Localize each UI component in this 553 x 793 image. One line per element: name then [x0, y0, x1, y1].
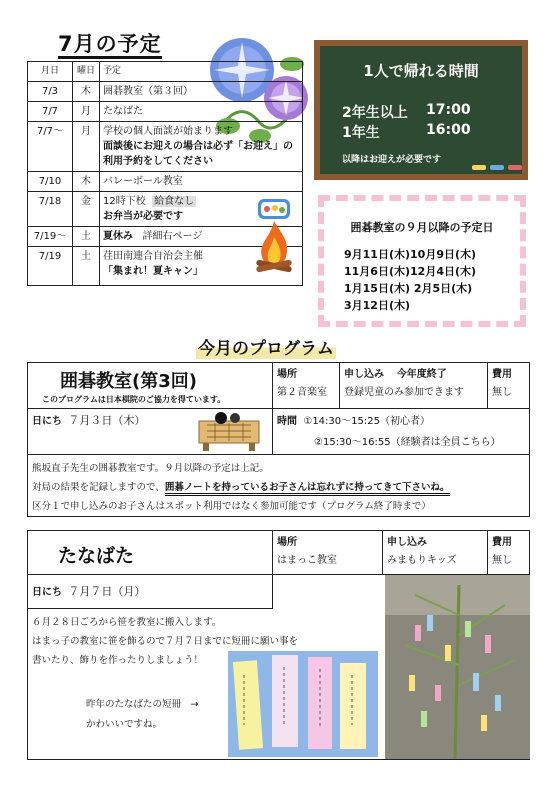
row-day: 月	[73, 122, 100, 172]
apply-value: 登録児童のみ参加できます	[344, 387, 464, 398]
apply-cell	[383, 531, 488, 575]
table-header-row	[28, 62, 303, 82]
date-value: ７月７日（月）	[68, 585, 146, 598]
row-day: 土	[73, 227, 100, 247]
header-day: 曜日	[73, 62, 100, 82]
place-value: はまっこ教室	[277, 555, 337, 566]
apply-value: みまもりキッズ	[387, 555, 457, 566]
board-row	[342, 122, 471, 142]
tanabata-title-cell	[28, 531, 273, 575]
row-plan: 囲碁教室（第３回）	[100, 82, 303, 102]
row-date: 7/7〜	[28, 122, 73, 172]
row-date: 7/10	[28, 172, 73, 192]
schedule-title: 7月の予定	[58, 28, 162, 58]
time-slot-2: ②15:30〜16:55（経験者は全員こちら）	[314, 437, 501, 448]
desc-line: 書いたり、飾りを作ったりしましょう！	[32, 655, 204, 666]
place-label: 場所	[277, 369, 297, 380]
chalk-yellow	[472, 165, 486, 170]
date-cell	[28, 575, 273, 609]
plan-text: 夏休み	[103, 231, 133, 242]
board-label: 2年生以上	[342, 105, 408, 121]
fee-label: 費用	[492, 369, 512, 380]
plan-text: 12時下校	[103, 196, 146, 207]
row-date: 7/19〜	[28, 227, 73, 247]
place-value: 第２音楽室	[277, 387, 327, 398]
desc-line: 熊坂直子先生の囲碁教室です。９月以降の予定は上記。	[32, 463, 269, 474]
tanabata-program-box	[27, 530, 530, 760]
fee-cell	[488, 531, 529, 575]
board-row	[342, 102, 471, 122]
table-row	[28, 172, 303, 192]
row-day: 月	[73, 102, 100, 122]
plan-text: 荏田南連合自治会主催	[103, 251, 203, 262]
header-plan: 予定	[100, 62, 303, 82]
time-cell	[273, 409, 529, 455]
go-description	[32, 459, 527, 516]
place-label: 場所	[277, 537, 297, 548]
row-date: 7/3	[28, 82, 73, 102]
header-date: 月日	[28, 62, 73, 82]
board-title: 1人で帰れる時間	[363, 62, 479, 80]
place-cell	[273, 531, 383, 575]
plan-note: 面談後にお迎えの場合は必ず「お迎え」の	[103, 141, 293, 152]
caption-line: かわいいですね。	[86, 719, 163, 730]
tanabata-title: たなばた	[58, 545, 135, 567]
row-date: 7/19	[28, 247, 73, 286]
desc-line: ６月２８日ごろから笹を教室に搬入します。	[32, 617, 222, 628]
schedule-table	[27, 61, 303, 286]
plan-text: 学校の個人面談が始まります	[103, 126, 233, 137]
date-label: 日にち	[32, 416, 62, 427]
apply-label: 申し込み	[344, 369, 384, 380]
plan-extra: 詳細右ページ	[142, 231, 203, 242]
row-plan: たなばた	[100, 102, 303, 122]
date-value: ７月３日（木）	[68, 414, 146, 427]
go-board-icon	[193, 411, 265, 453]
desc-emphasis: 囲碁ノートを持っているお子さんは忘れずに持ってきて下さいね。	[165, 482, 450, 496]
bamboo-decoration-photo	[385, 575, 530, 759]
photo-caption	[86, 695, 198, 735]
date-cell	[28, 409, 273, 455]
go-schedule-frame	[318, 195, 526, 327]
row-plan: バレーボール教室	[100, 172, 303, 192]
time-label: 時間	[277, 416, 297, 427]
go-program-box	[27, 362, 530, 517]
go-program-title: 囲碁教室(第3回)	[60, 371, 197, 392]
table-row	[28, 247, 303, 286]
go-title-cell	[28, 363, 273, 409]
desc-line: 対局の結果を記録しますので、	[32, 482, 165, 493]
chalk-blue	[490, 165, 504, 170]
row-day: 木	[73, 172, 100, 192]
apply-note: 今年度終了	[396, 369, 447, 380]
fee-cell	[488, 363, 529, 409]
row-date: 7/18	[28, 192, 73, 227]
row-day: 金	[73, 192, 100, 227]
date-label: 日にち	[32, 587, 62, 598]
row-day: 木	[73, 82, 100, 102]
table-row	[28, 102, 303, 122]
go-schedule-title: 囲碁教室の９月以降の予定日	[350, 221, 494, 234]
caption-line: 昨年のたなばたの短冊 →	[86, 699, 199, 710]
program-section-title: 今月のプログラム	[196, 334, 336, 359]
place-cell	[273, 363, 340, 409]
fee-value: 無し	[492, 555, 512, 566]
row-date: 7/7	[28, 102, 73, 122]
board-label: 1年生	[342, 125, 380, 141]
plan-note: 利用予約をしてください	[103, 156, 213, 167]
fee-value: 無し	[492, 387, 512, 398]
go-schedule-line: 1月15日(木) 2月5日(木)	[344, 282, 473, 295]
board-time: 16:00	[426, 122, 471, 138]
desc-line: はまっ子の教室に笹を飾るので７月７日までに短冊に願い事を	[32, 636, 299, 647]
apply-label: 申し込み	[387, 537, 427, 548]
row-plan	[100, 122, 303, 172]
table-row	[28, 82, 303, 102]
go-schedule-line: 11月6日(木)12月4日(木)	[344, 265, 477, 278]
board-time: 17:00	[426, 102, 471, 118]
campfire-icon	[252, 217, 296, 279]
fee-label: 費用	[492, 537, 512, 548]
chalk-red	[508, 165, 522, 170]
plan-highlight: 給食なし	[154, 196, 195, 207]
plan-note: 「集まれ！夏キャン」	[103, 266, 203, 277]
go-program-subtitle: このプログラムは日本棋院のご協力を得ています。	[42, 395, 226, 404]
desc-line: 区分１で申し込みのお子さんはスポット利用ではなく参加可能です（プログラム終了時まで）	[32, 501, 431, 512]
go-schedule-line: 9月11日(木)10月9日(木)	[344, 248, 477, 261]
table-row	[28, 122, 303, 172]
go-home-times-board	[314, 40, 528, 180]
row-day: 土	[73, 247, 100, 286]
go-schedule-line: 3月12日(木)	[344, 299, 411, 312]
tanzaku-photo	[228, 651, 378, 757]
time-slot-1: ①14:30〜15:25（初心者）	[303, 416, 430, 427]
apply-cell	[340, 363, 488, 409]
board-note: 以降はお迎えが必要です	[342, 155, 442, 165]
row-plan	[100, 247, 303, 286]
plan-note: お弁当が必要です	[103, 211, 183, 222]
